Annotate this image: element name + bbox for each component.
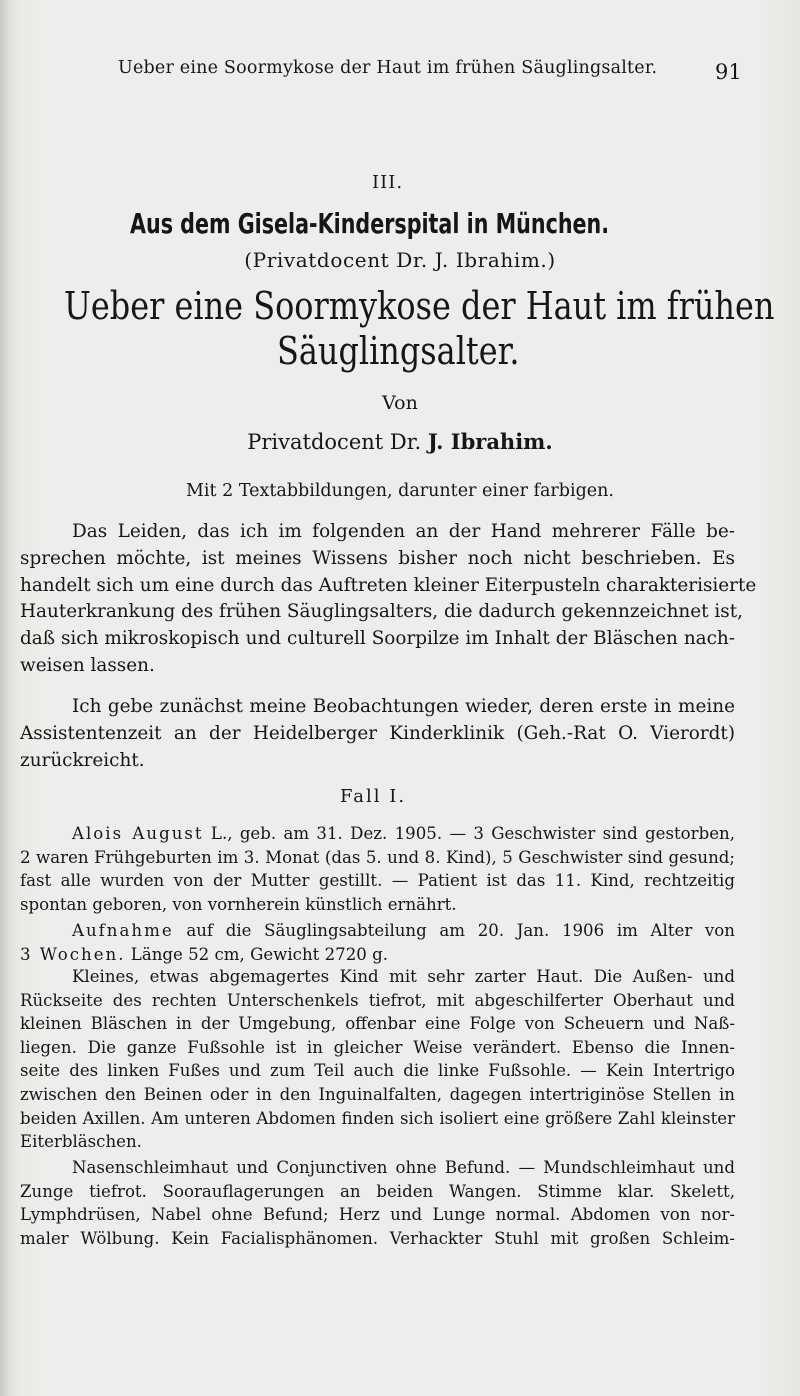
text-line: Nasenschleimhaut und Conjunctiven ohne Befund. — Mundschleimhaut und: [72, 1158, 735, 1177]
text-line: sprechen möchte, ist meines Wissens bisher noch nicht beschrieben. Es: [20, 547, 735, 569]
text-line: liegen. Die ganze Fußsohle ist in gleicher Weise verändert. Ebenso die Innen-: [20, 1037, 735, 1057]
text-run: auf die Säuglingsabteilung am 20. Jan. 1906 im Alter von: [186, 921, 735, 940]
text-line: handelt sich um eine durch das Auftreten kleiner Eiterpusteln charakterisierte: [20, 574, 757, 596]
institute-subheading: (Privatdocent Dr. J. Ibrahim.): [244, 248, 556, 272]
text-line: seite des linken Fußes und zum Teil auch die linke Fußsohle. — Kein Intertrigo: [20, 1061, 735, 1081]
admission-label: Aufnahme: [72, 921, 174, 940]
case-paragraph-history: [20, 822, 735, 916]
text-line: Lymphdrüsen, Nabel ohne Befund; Herz und Lunge normal. Abdomen von nor-: [20, 1205, 735, 1225]
text-run: Länge 52 cm, Gewicht 2720 g.: [130, 944, 388, 964]
text-line: Kleines, etwas abgemagertes Kind mit sehr zarter Haut. Die Außen- und: [72, 967, 735, 986]
text-line: maler Wölbung. Kein Facialisphänomen. Verhackter Stuhl mit großen Schleim-: [20, 1228, 735, 1248]
text-line: [20, 943, 735, 967]
text-line: Ich gebe zunächst meine Beobachtungen wieder, deren erste in meine: [72, 696, 735, 717]
author-prefix: Privatdocent Dr.: [247, 430, 422, 454]
age-value: 3 Wochen.: [20, 944, 126, 964]
running-head: Ueber eine Soormykose der Haut im frühen Säuglingsalter.: [118, 58, 658, 78]
patient-name: Alois August: [72, 824, 204, 843]
figures-note: Mit 2 Textabbildungen, darunter einer farbigen.: [186, 481, 614, 501]
text-line: Hauterkrankung des frühen Säuglingsalters, die dadurch gekennzeichnet ist,: [20, 601, 743, 623]
text-line: zwischen den Beinen oder in den Inguinalfalten, dagegen intertriginöse Stellen in: [20, 1084, 735, 1104]
text-line: Assistentenzeit an der Heidelberger Kinderklinik (Geh.-Rat O. Vierordt): [20, 722, 735, 744]
text-line: Zunge tiefrot. Soorauflagerungen an beiden Wangen. Stimme klar. Skelett,: [20, 1181, 735, 1201]
text-line: Rückseite des rechten Unterschenkels tiefrot, mit abgeschilferter Oberhaut und: [20, 990, 735, 1010]
case-paragraph-findings: [20, 965, 735, 1154]
case-paragraph-examination: [20, 1156, 735, 1250]
text-line: spontan geboren, von vornherein künstlich ernährt.: [20, 894, 457, 914]
text-line: Eiterbläschen.: [20, 1132, 142, 1152]
author-name: J. Ibrahim.: [427, 429, 553, 454]
article-title-line-2: Säuglingsalter.: [277, 329, 520, 373]
paragraph-observations: [20, 694, 735, 774]
text-line: Das Leiden, das ich im folgenden an der Hand mehrerer Fälle be-: [72, 521, 735, 542]
author-line: [0, 429, 800, 454]
text-line: zurückreicht.: [20, 749, 145, 771]
paragraph-intro: [20, 519, 757, 680]
text-line: weisen lassen.: [20, 654, 155, 676]
text-line: 2 waren Frühgeburten im 3. Monat (das 5. und 8. Kind), 5 Geschwister sind gesund;: [20, 847, 735, 867]
case-heading: Fall I.: [340, 786, 407, 807]
case-paragraph-admission: [20, 919, 735, 966]
institute-heading: Aus dem Gisela-Kinderspital in München.: [130, 207, 610, 240]
byline-von: Von: [382, 392, 418, 414]
text-line: [20, 919, 735, 943]
text-line: fast alle wurden von der Mutter gestillt. — Patient ist das 11. Kind, rechtzeitig: [20, 871, 735, 891]
text-line: kleinen Bläschen in der Umgebung, offenbar eine Folge von Scheuern und Naß-: [20, 1014, 735, 1034]
text-run: L., geb. am 31. Dez. 1905. — 3 Geschwister sind gestorben,: [210, 824, 735, 843]
page-number: 91: [715, 60, 742, 84]
article-title-line-1: Ueber eine Soormykose der Haut im frühen: [64, 284, 775, 328]
text-line: [20, 822, 735, 846]
section-number: III.: [372, 172, 404, 193]
text-line: daß sich mikroskopisch und culturell Soorpilze im Inhalt der Bläschen nach-: [20, 628, 735, 650]
text-line: beiden Axillen. Am unteren Abdomen finden sich isoliert eine größere Zahl kleinster: [20, 1108, 735, 1128]
